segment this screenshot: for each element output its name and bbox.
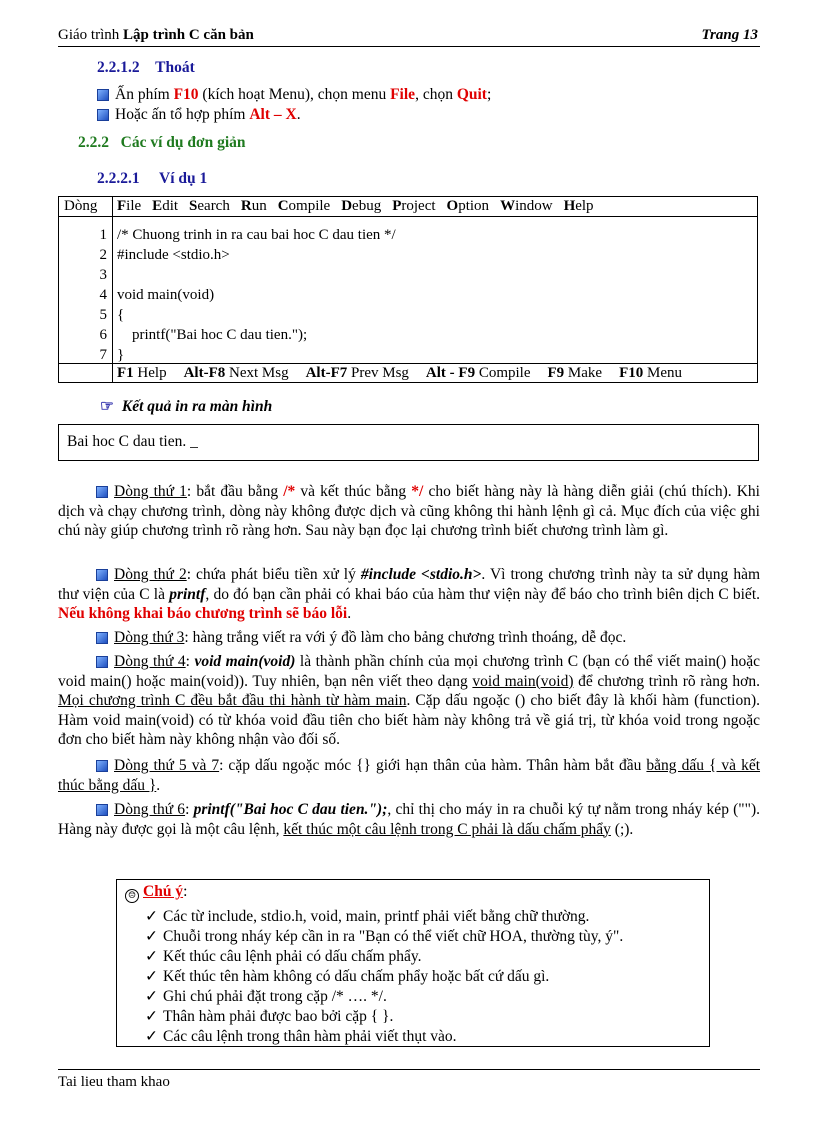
line-number: 1 (99, 227, 107, 243)
code-line: #include <stdio.h> (117, 247, 230, 263)
check-icon: ✓ (145, 948, 158, 965)
code-line: /* Chuong trinh in ra cau bai hoc C dau tien */ (117, 227, 396, 243)
note-item: ✓ Thân hàm phải được bao bởi cặp { }. (145, 1008, 394, 1025)
page-footer: Tai lieu tham khao (58, 1074, 170, 1090)
check-icon: ✓ (145, 988, 158, 1005)
function-key-hint: Alt - F9 Compile (425, 365, 531, 381)
code-editor-table (58, 196, 758, 383)
sad-face-icon: ☹ (125, 889, 139, 903)
note-item: ✓ Các từ include, stdio.h, void, main, printf phải viết bằng chữ thường. (145, 908, 590, 925)
check-icon: ✓ (145, 908, 158, 925)
note-item: ✓ Kết thúc tên hàm không có dấu chấm phẩy hoặc bất cứ dấu gì. (145, 968, 550, 985)
check-icon: ✓ (145, 1028, 158, 1045)
section-heading-examples: 2.2.2 Các ví dụ đơn giản (78, 134, 246, 151)
editor-menu-bar (117, 198, 605, 215)
note-list (145, 907, 623, 1047)
bullet-icon (97, 109, 109, 121)
function-key-bar (117, 365, 699, 382)
menu-item[interactable]: File (117, 198, 142, 214)
code-listing (117, 225, 396, 365)
explain-line-1: Dòng thứ 1: bắt đầu bằng /* và kết thúc bằng */ cho biết hàng này là hàng diễn giải (chú thích). Khi dịch và chạy chương trình, dòng này không được dịch và cũng không thi hành lệnh gì cả. Mục đích của việc ghi chú này giúp chương trình rõ ràng hơn. Sau này bạn đọc lại chương trình biết chương trình làm gì. (58, 483, 760, 540)
code-line (117, 265, 396, 285)
explain-line-4: Dòng thứ 4: void main(void) là thành phần chính của mọi chương trình C (bạn có thể viết main() hoặc void main() hoặc main(void)). Tuy nhiên, bạn nên viết theo dạng void main(void) để chương trình rõ ràng hơn. Mọi chương trình C đều bắt đầu thi hành từ hàm main. Cặp dấu ngoặc () cho biết đây là khối hàm (function). Hàm void main(void) có từ khóa void đầu tiên cho biết hàm này không trả về giá trị, từ khóa void trong ngoặc đơn cho biết hàm này không nhận vào đối số. (58, 653, 761, 749)
code-line: { (117, 307, 125, 323)
line-numbers (59, 225, 107, 365)
header-rule (58, 46, 760, 47)
function-key-hint: F1 Help (117, 365, 167, 381)
line-number: 5 (99, 307, 107, 323)
bullet-icon (96, 632, 108, 644)
section-heading-quit: 2.2.1.2 Thoát (97, 59, 195, 76)
bullet-icon (97, 89, 109, 101)
bullet-icon (96, 486, 108, 498)
menu-item[interactable]: Search (189, 198, 230, 214)
bullet-icon (96, 804, 108, 816)
menu-item[interactable]: Run (240, 198, 267, 214)
bullet-icon (96, 656, 108, 668)
menu-item[interactable]: Help (563, 198, 594, 214)
code-line: printf("Bai hoc C dau tien."); (117, 327, 308, 343)
note-item: ✓ Chuỗi trong nháy kép cần in ra "Bạn có thể viết chữ HOA, thường tùy, ý". (145, 928, 624, 945)
note-item: ✓ Ghi chú phải đặt trong cặp /* …. */. (145, 988, 387, 1005)
code-line: } (117, 347, 125, 363)
result-heading: ☞ Kết quả in ra màn hình (100, 398, 273, 415)
note-title: ☹ Chú ý: (125, 883, 187, 903)
menu-item[interactable]: Compile (277, 198, 331, 214)
line-column-header: Dòng (64, 198, 98, 214)
line-number: 7 (99, 347, 107, 363)
line-number: 4 (99, 287, 107, 303)
list-item-quit-f10: Ấn phím F10 (kích hoạt Menu), chọn menu File, chọn Quit; (97, 86, 491, 104)
bullet-icon (96, 569, 108, 581)
line-number: 6 (99, 327, 107, 343)
page-number: Trang 13 (701, 27, 758, 43)
code-line: void main(void) (117, 287, 215, 303)
footer-rule (58, 1069, 760, 1070)
page-header-title: Giáo trình Lập trình C căn bản (58, 27, 254, 43)
function-key-hint: F9 Make (547, 365, 603, 381)
explain-line-5-7: Dòng thứ 5 và 7: cặp dấu ngoặc móc {} giới hạn thân của hàm. Thân hàm bắt đầu bằng dấu { và kết thúc bằng dấu }. (58, 757, 761, 794)
check-icon: ✓ (145, 1008, 158, 1025)
function-key-hint: Alt-F7 Prev Msg (305, 365, 409, 381)
output-box (58, 424, 759, 461)
section-heading-example1: 2.2.2.1 Ví dụ 1 (97, 170, 208, 187)
line-number: 3 (99, 267, 107, 283)
check-icon: ✓ (145, 928, 158, 945)
explain-line-6: Dòng thứ 6: printf("Bai hoc C dau tien.");, chỉ thị cho máy in ra chuỗi ký tự nằm trong nháy kép (""). Hàng này được gọi là một câu lệnh, kết thúc một câu lệnh trong C phải là dấu chấm phẩy (;). (58, 801, 760, 838)
note-item: ✓ Kết thúc câu lệnh phải có dấu chấm phẩy. (145, 948, 422, 965)
function-key-hint: Alt-F8 Next Msg (183, 365, 289, 381)
menu-item[interactable]: Debug (341, 198, 382, 214)
menu-item[interactable]: Window (500, 198, 553, 214)
pointing-hand-icon: ☞ (100, 398, 114, 415)
line-number: 2 (99, 247, 107, 263)
function-key-hint: F10 Menu (619, 365, 682, 381)
menu-item[interactable]: Option (446, 198, 490, 214)
explain-line-2: Dòng thứ 2: chứa phát biểu tiền xử lý #include <stdio.h>. Vì trong chương trình này ta sử dụng hàm thư viện của C là printf, do đó bạn cần phải có khai báo của hàm thư viện này để báo cho trình biên dịch C biết. Nếu không khai báo chương trình sẽ báo lỗi. (58, 566, 761, 623)
explain-line-3: Dòng thứ 3: hàng trắng viết ra với ý đồ làm cho bảng chương trình thoáng, dễ đọc. (58, 628, 760, 648)
list-item-quit-altx: Hoặc ấn tổ hợp phím Alt – X. (97, 106, 301, 124)
output-text: Bai hoc C dau tien. _ (67, 433, 198, 450)
menu-item[interactable]: Project (392, 198, 436, 214)
note-item: ✓ Các câu lệnh trong thân hàm phải viết thụt vào. (145, 1028, 457, 1045)
bullet-icon (96, 760, 108, 772)
note-box (116, 879, 710, 1047)
check-icon: ✓ (145, 968, 158, 985)
menu-item[interactable]: Edit (152, 198, 179, 214)
